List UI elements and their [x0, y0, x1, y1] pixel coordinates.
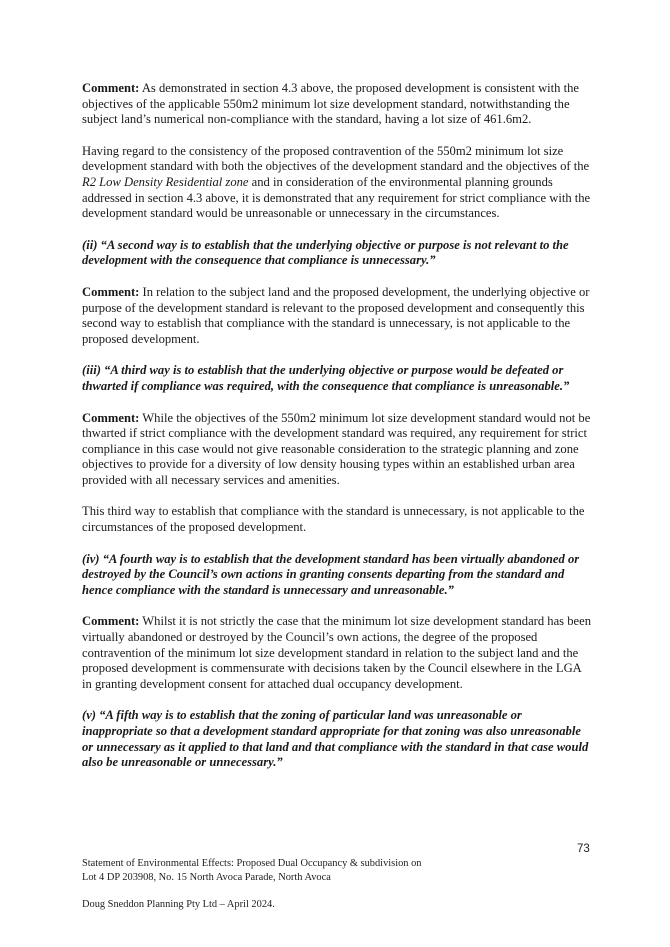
third-way-conclusion: This third way to establish that compliance with the standard is unnecessary, is not applicable to the circumstances of the proposed development. — [82, 504, 585, 535]
comment-label: Comment: — [82, 284, 140, 299]
page-footer — [82, 857, 582, 912]
page-number: 73 — [577, 843, 590, 855]
comment-text: As demonstrated in section 4.3 above, the proposed development is consistent with the objectives of the applicable 550m2 minimum lot size development standard, notwithstanding the subject land’s numerical non-compliance with the standard, having a lot size of 461.6m2. — [82, 81, 580, 127]
comment-label: Comment: — [82, 81, 140, 95]
footer-document-title: Statement of Environmental Effects: Proposed Dual Occupancy & subdivision on — [82, 858, 422, 869]
comment-label: Comment: — [82, 614, 140, 629]
zone-name: R2 Low Density Residential zone — [82, 174, 249, 189]
fifth-way-heading: (v) “A fifth way is to establish that the zoning of particular land was unreasonable or inappropriate so that a development standard appropriate for that zoning was also unreasonable or unnecessary as it applied to that land and that compliance with the standard in that case would also be unreasonable or unnecessary.” — [82, 708, 589, 770]
paragraph-text: Having regard to the consistency of the proposed contravention of the 550m2 minimum lot size development standard with both the objectives of the development standard and the objectives of the — [82, 143, 590, 174]
document-body — [82, 81, 594, 787]
comment-paragraph — [82, 81, 594, 128]
comment-paragraph — [82, 614, 594, 692]
footer-company: Doug Sneddon Planning Pty Ltd – April 2024. — [82, 899, 275, 910]
comment-text: Whilst it is not strictly the case that the minimum lot size development standard has been virtually abandoned or destroyed by the Council’s own actions, the degree of the proposed contravention of the minimum lot size development standard in relation to the subject land and the proposed development is commensurate with decisions taken by the Council elsewhere in the LGA in granting development consent for attached dual occupancy development. — [82, 614, 592, 691]
second-way-heading: (ii) “A second way is to establish that the underlying objective or purpose is not relevant to the development with the consequence that compliance is unnecessary.” — [82, 237, 569, 268]
comment-paragraph — [82, 285, 594, 347]
paragraph-text: and in consideration of the environmental planning grounds addressed in section 4.3 above, it is demonstrated that any requirement for strict compliance with the development standard would be unreasonable or unnecessary in the circumstances. — [82, 174, 591, 221]
comment-label: Comment: — [82, 410, 140, 425]
comment-text: In relation to the subject land and the proposed development, the underlying objective or purpose of the development standard is relevant to the proposed development and consequently this second way to establish that compliance with the standard is unnecessary, is not applicable to the proposed development. — [82, 284, 590, 346]
comment-text: While the objectives of the 550m2 minimum lot size development standard would not be thwarted if strict compliance with the development standard was required, any requirement for strict compliance in this case would not give reasonable consideration to the strategic planning and zone objectives to provide for a diversity of low density housing types within an established urban area provided with all necessary services and amenities. — [82, 410, 591, 487]
fourth-way-heading: (iv) “A fourth way is to establish that the development standard has been virtually abandoned or destroyed by the Council’s own actions in granting consents departing from the standard and hence compliance with the standard is unnecessary and unreasonable.” — [82, 551, 580, 597]
third-way-heading: (iii) “A third way is to establish that the underlying objective or purpose would be defeated or thwarted if compliance was required, with the consequence that compliance is unreasonable.” — [82, 363, 570, 393]
consistency-paragraph — [82, 144, 594, 222]
comment-paragraph — [82, 411, 594, 489]
footer-property-address: Lot 4 DP 203908, No. 15 North Avoca Parade, North Avoca — [82, 872, 331, 883]
